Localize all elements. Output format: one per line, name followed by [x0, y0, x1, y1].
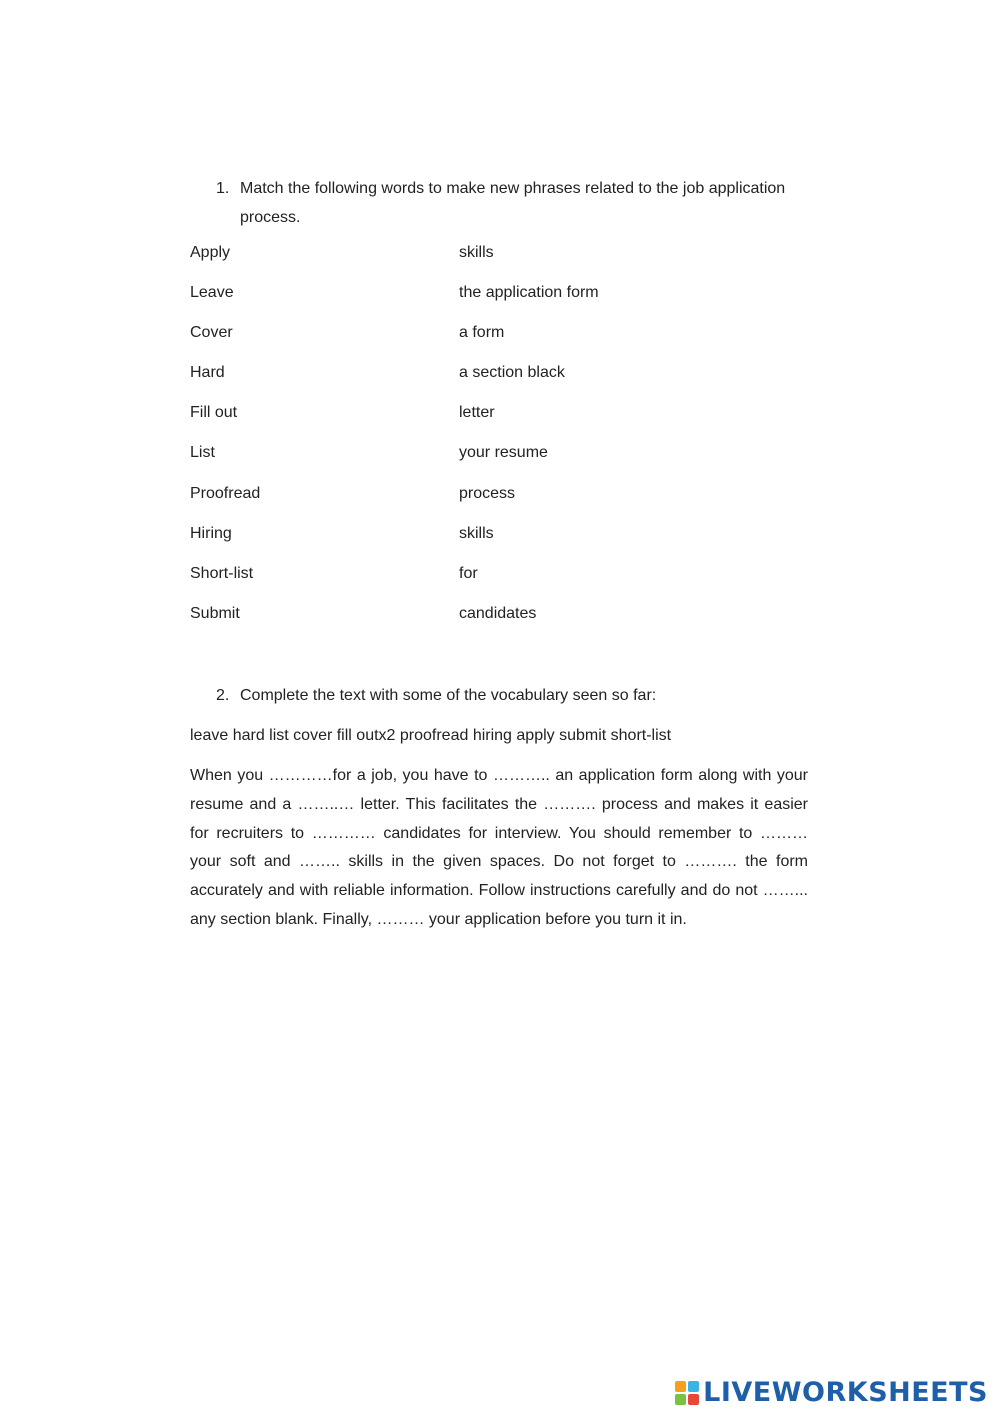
match-right-word: process — [459, 484, 516, 502]
exercise-2-number: 2. — [216, 687, 230, 704]
match-row — [190, 238, 810, 278]
logo-tile — [688, 1381, 699, 1392]
exercise-2-text: Complete the text with some of the vocabulary seen so far: — [240, 687, 657, 704]
match-left-word: Submit — [190, 604, 240, 622]
exercise-1-instruction — [216, 174, 816, 232]
match-left-word: Fill out — [190, 404, 238, 422]
match-row — [190, 479, 810, 519]
match-row — [190, 559, 810, 599]
match-row — [190, 398, 810, 438]
match-row — [190, 318, 810, 358]
match-left-word: Short-list — [190, 564, 254, 582]
match-row — [190, 599, 810, 639]
match-row — [190, 438, 810, 478]
word-bank: leave hard list cover fill outx2 proofread hiring apply submit short-list — [190, 727, 672, 744]
match-right-word: skills — [459, 524, 494, 542]
logo-tile — [675, 1394, 686, 1405]
exercise-1-number: 1. — [216, 180, 230, 197]
match-right-word: letter — [459, 404, 495, 422]
match-right-word: for — [459, 564, 478, 582]
liveworksheets-logo-icon — [675, 1381, 699, 1405]
liveworksheets-brand — [675, 1377, 988, 1408]
match-right-word: skills — [459, 244, 494, 261]
logo-tile — [688, 1394, 699, 1405]
match-left-word: Apply — [190, 244, 231, 261]
match-right-word: a form — [459, 324, 505, 342]
match-row — [190, 278, 810, 318]
brand-name: LIVEWORKSHEETS — [703, 1377, 988, 1408]
logo-tile — [675, 1381, 686, 1392]
match-right-word: your resume — [459, 444, 548, 462]
match-row — [190, 358, 810, 398]
fill-in-paragraph: When you …………for a job, you have to ……….. an application form along with your resume and a ……..… letter. This facilitates the ………. process and makes it easier for recruiters to ………… candidates for interview. You should remember to ……… your soft and …….. skills in the given spaces. Do not forget to ………. the form accurately and with reliable information. Follow instructions carefully and do not ……... any section blank. Finally, ……… your application before you turn it in. — [190, 767, 808, 928]
match-row — [190, 519, 810, 559]
match-right-word: candidates — [459, 604, 537, 622]
match-left-word: Hiring — [190, 524, 232, 542]
exercise-2-instruction — [216, 685, 816, 707]
match-left-word: Cover — [190, 324, 233, 342]
match-left-word: Hard — [190, 364, 225, 382]
match-left-word: List — [190, 444, 215, 462]
exercise-1-text: Match the following words to make new phrases related to the job application process. — [240, 180, 786, 226]
match-right-word: the application form — [459, 284, 599, 302]
matching-table — [190, 238, 810, 639]
match-left-word: Proofread — [190, 484, 261, 502]
match-right-word: a section black — [459, 364, 565, 382]
match-left-word: Leave — [190, 284, 234, 302]
